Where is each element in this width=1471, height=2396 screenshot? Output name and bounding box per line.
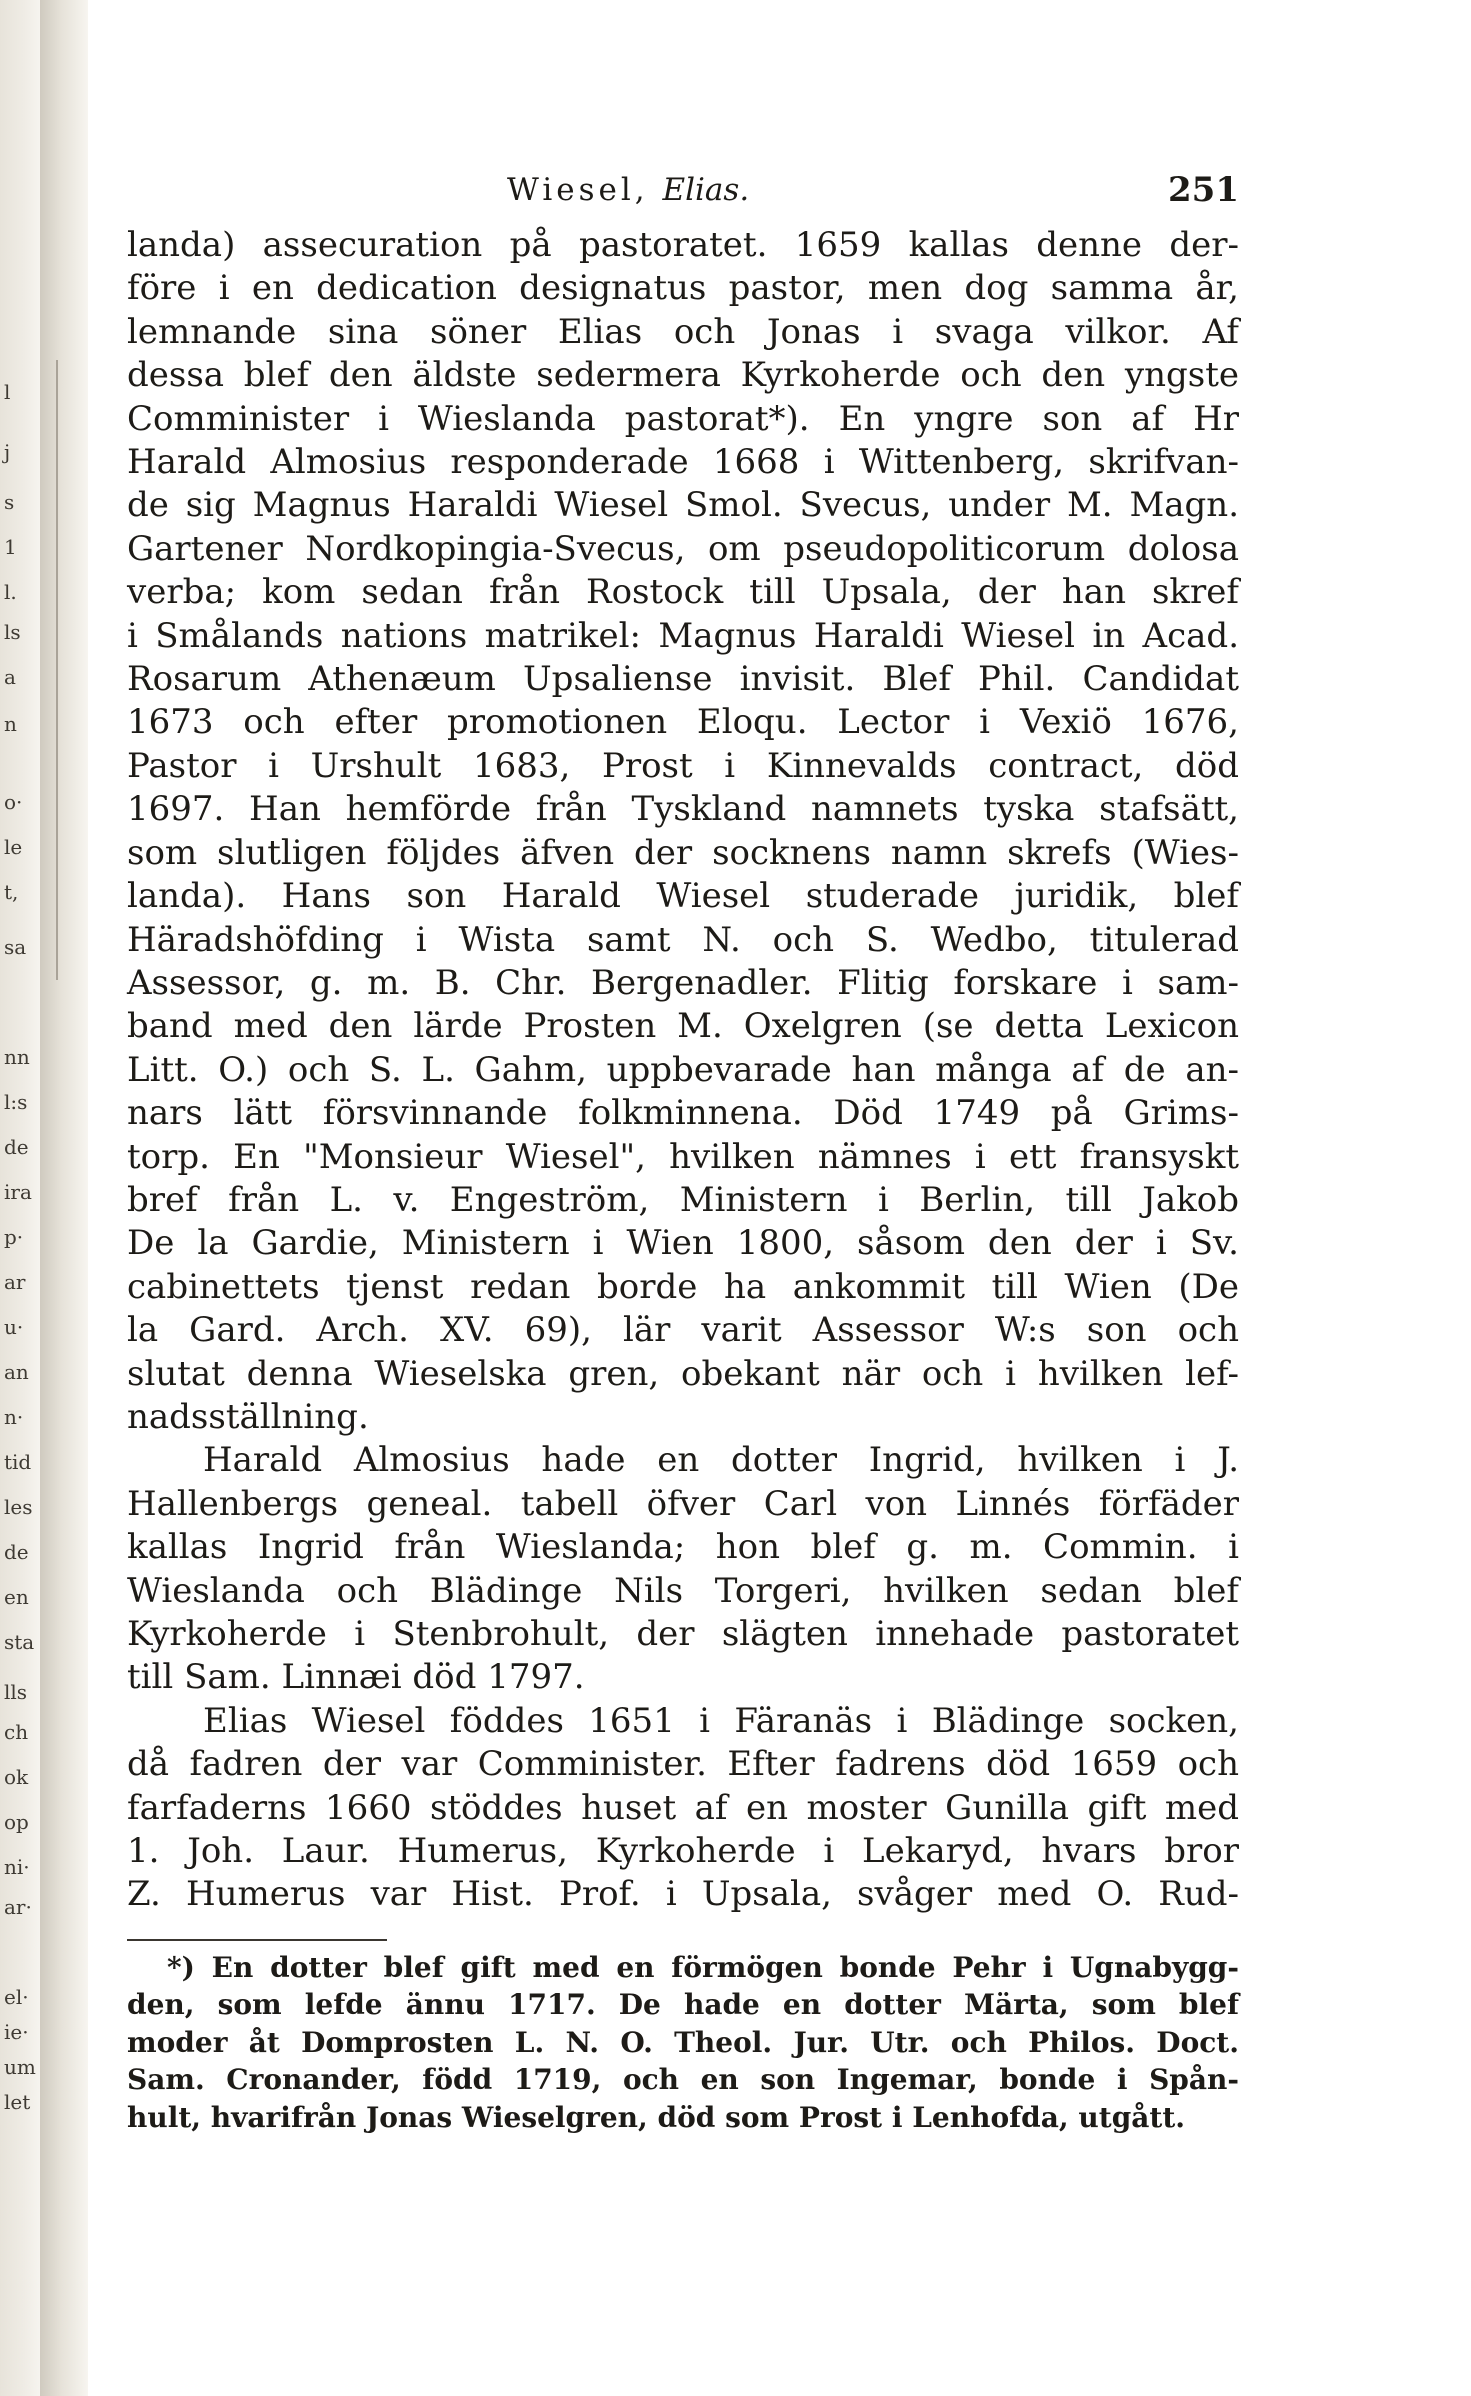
facing-fragment: op	[4, 1810, 29, 1834]
running-head-surname: Wiesel,	[507, 172, 649, 208]
facing-fragment: u·	[4, 1315, 24, 1339]
facing-fragment: nn	[4, 1045, 30, 1069]
paragraph-3	[127, 1700, 1239, 1917]
facing-fragment: l	[4, 380, 11, 404]
text-line: de sig Magnus Haraldi Wiesel Smol. Svecus, under M. Magn.	[127, 485, 1239, 526]
text-line: Z. Humerus var Hist. Prof. i Upsala, svåger med O. Rud-	[127, 1874, 1239, 1915]
running-head	[127, 160, 1239, 224]
footnote-line: hult, hvarifrån Jonas Wieselgren, död som Prost i Lenhofda, utgått.	[127, 2100, 1186, 2134]
text-line: Assessor, g. m. B. Chr. Bergenadler. Flitig forskare i sam-	[127, 962, 1239, 1003]
text-line: då fadren der var Comminister. Efter fadrens död 1659 och	[127, 1744, 1239, 1785]
page-content	[127, 160, 1239, 2136]
facing-fragment: n·	[4, 1405, 24, 1429]
footnote	[127, 1949, 1239, 2137]
text-line: Hallenbergs geneal. tabell öfver Carl von Linnés förfäder	[127, 1483, 1239, 1524]
facing-fragment: ira	[4, 1180, 32, 1204]
facing-fragment: sa	[4, 935, 27, 959]
text-line: Wieslanda och Blädinge Nils Torgeri, hvilken sedan blef	[127, 1570, 1239, 1611]
text-line: Elias Wiesel föddes 1651 i Färanäs i Blädinge socken,	[203, 1700, 1239, 1741]
facing-fragment: ie·	[4, 2020, 29, 2044]
facing-fragment: de	[4, 1135, 29, 1159]
text-line: Häradshöfding i Wista samt N. och S. Wedbo, titulerad	[127, 919, 1239, 960]
facing-fragment: les	[4, 1495, 33, 1519]
text-line: Kyrkoherde i Stenbrohult, der slägten innehade pastoratet	[127, 1614, 1239, 1654]
footnote-line: *) En dotter blef gift med en förmögen bonde Pehr i Ugnabygg-	[167, 1950, 1239, 1984]
text-line: 1. Joh. Laur. Humerus, Kyrkoherde i Lekaryd, hvars bror	[127, 1831, 1239, 1872]
facing-fragment: an	[4, 1360, 29, 1384]
facing-fragment: 1	[4, 535, 17, 559]
text-line: Harald Almosius responderade 1668 i Wittenberg, skrifvan-	[127, 442, 1239, 483]
facing-fragment: let	[4, 2090, 31, 2114]
facing-fragment: en	[4, 1585, 29, 1609]
footnote-rule	[127, 1939, 387, 1941]
text-line: torp. En "Monsieur Wiesel", hvilken nämnes i ett fransyskt	[127, 1136, 1239, 1177]
facing-fragment: le	[4, 835, 23, 859]
text-line: la Gard. Arch. XV. 69), lär varit Assessor W:s son och	[127, 1310, 1239, 1351]
text-line: nadsställning.	[127, 1396, 369, 1437]
text-line: till Sam. Linnæi död 1797.	[127, 1657, 585, 1698]
facing-fragment: tid	[4, 1450, 32, 1474]
text-line: De la Gardie, Ministern i Wien 1800, såsom den der i Sv.	[127, 1223, 1239, 1264]
facing-fragment: t,	[4, 880, 19, 904]
facing-fragment: sta	[4, 1630, 35, 1654]
facing-fragment: el·	[4, 1985, 29, 2009]
text-line: Gartener Nordkopingia-Svecus, om pseudopoliticorum dolosa	[127, 528, 1239, 569]
text-line: Harald Almosius hade en dotter Ingrid, hvilken i J.	[203, 1440, 1239, 1481]
text-line: nars lätt försvinnande folkminnena. Död 1749 på Grims-	[127, 1093, 1239, 1134]
paragraph-1	[127, 224, 1239, 1439]
text-line: 1673 och efter promotionen Eloqu. Lector i Vexiö 1676,	[127, 702, 1239, 743]
running-head-title	[507, 172, 749, 208]
text-line: Rosarum Athenæum Upsaliense invisit. Blef Phil. Candidat	[127, 659, 1239, 700]
paragraph-2	[127, 1439, 1239, 1699]
facing-fragment: l:s	[4, 1090, 28, 1114]
page-number: 251	[1168, 170, 1239, 210]
text-line: farfaderns 1660 stöddes huset af en moster Gunilla gift med	[127, 1787, 1239, 1828]
running-head-given-name: Elias.	[662, 172, 750, 208]
gutter-shadow-line	[56, 360, 58, 980]
text-line: landa) assecuration på pastoratet. 1659 kallas denne der-	[127, 225, 1239, 265]
facing-page-margin	[0, 0, 40, 2396]
text-line: före i en dedication designatus pastor, men dog samma år,	[127, 268, 1239, 309]
facing-fragment: ok	[4, 1765, 29, 1789]
footnote-line: moder åt Domprosten L. N. O. Theol. Jur. Utr. och Philos. Doct.	[127, 2025, 1239, 2059]
facing-fragment: ar	[4, 1270, 26, 1294]
body-text	[127, 224, 1239, 1917]
facing-fragment: lls	[4, 1680, 28, 1704]
text-line: i Smålands nations matrikel: Magnus Haraldi Wiesel in Acad.	[127, 615, 1239, 656]
facing-fragment: l.	[4, 580, 17, 604]
text-line: Litt. O.) och S. L. Gahm, uppbevarade han många af de an-	[127, 1049, 1239, 1090]
footnote-line: den, som lefde ännu 1717. De hade en dotter Märta, som blef	[127, 1988, 1239, 2022]
facing-fragment: p·	[4, 1225, 24, 1249]
text-line: band med den lärde Prosten M. Oxelgren (se detta Lexicon	[127, 1006, 1239, 1047]
facing-fragment: s	[4, 490, 15, 514]
text-line: Pastor i Urshult 1683, Prost i Kinnevalds contract, död	[127, 745, 1239, 786]
facing-fragment: ni·	[4, 1855, 30, 1879]
text-line: verba; kom sedan från Rostock till Upsala, der han skref	[127, 572, 1239, 613]
facing-fragment: n	[4, 712, 17, 736]
text-line: dessa blef den äldste sedermera Kyrkoherde och den yngste	[127, 355, 1239, 396]
facing-fragment: j	[4, 440, 11, 464]
facing-fragment: de	[4, 1540, 29, 1564]
book-gutter	[40, 0, 88, 2396]
facing-fragment: o·	[4, 790, 23, 814]
text-line: Comminister i Wieslanda pastorat*). En yngre son af Hr	[127, 398, 1239, 439]
text-line: kallas Ingrid från Wieslanda; hon blef g. m. Commin. i	[127, 1527, 1239, 1568]
text-line: lemnande sina söner Elias och Jonas i svaga vilkor. Af	[127, 311, 1239, 352]
facing-fragment: um	[4, 2055, 36, 2079]
text-line: som slutligen följdes äfven der socknens namn skrefs (Wies-	[127, 832, 1239, 873]
facing-fragment: a	[4, 665, 16, 689]
footnote-line: Sam. Cronander, född 1719, och en son Ingemar, bonde i Spån-	[127, 2063, 1239, 2097]
facing-fragment: ls	[4, 620, 21, 644]
text-line: bref från L. v. Engeström, Ministern i Berlin, till Jakob	[127, 1179, 1239, 1220]
facing-fragment: ch	[4, 1720, 29, 1744]
text-line: 1697. Han hemförde från Tyskland namnets tyska stafsätt,	[127, 789, 1239, 830]
text-line: landa). Hans son Harald Wiesel studerade juridik, blef	[127, 876, 1239, 917]
facing-fragment: ar·	[4, 1895, 32, 1919]
text-line: slutat denna Wieselska gren, obekant när och i hvilken lef-	[127, 1353, 1239, 1394]
text-line: cabinettets tjenst redan borde ha ankommit till Wien (De	[127, 1266, 1239, 1307]
